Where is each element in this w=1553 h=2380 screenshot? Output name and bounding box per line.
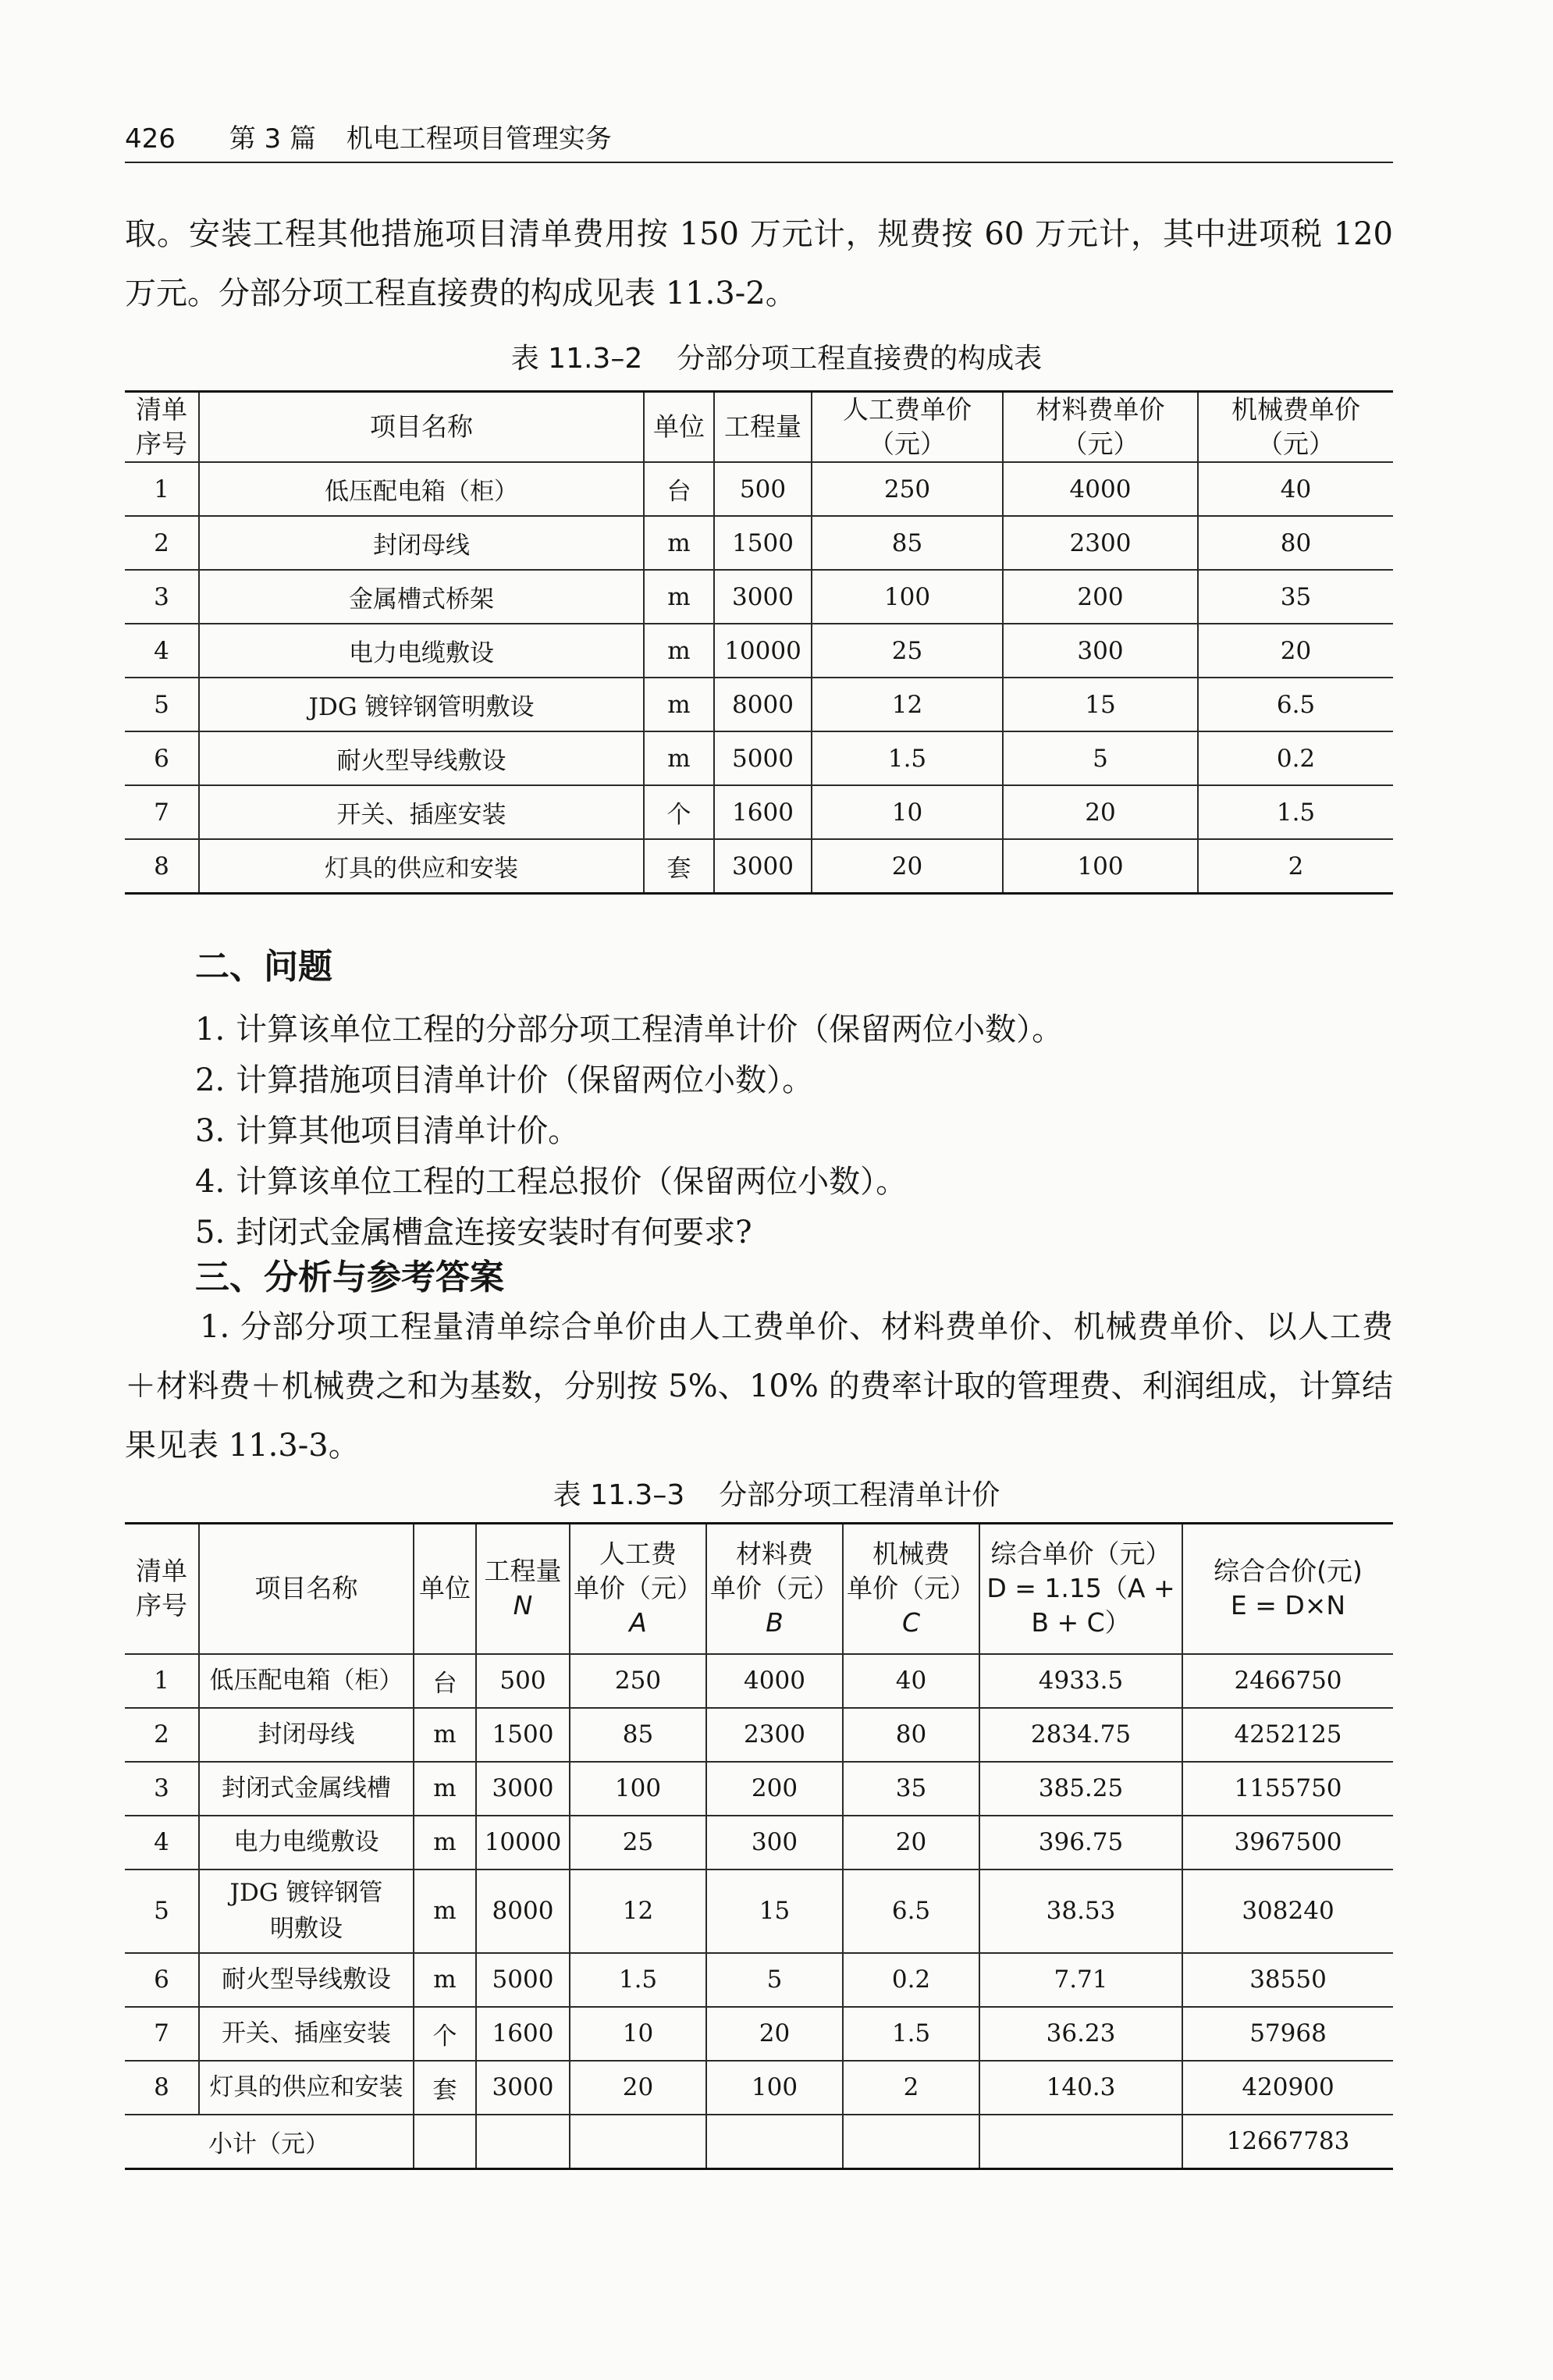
table-cell: 6 xyxy=(125,1953,199,2007)
table1-caption xyxy=(0,336,1553,376)
part-number: 第 3 篇 xyxy=(229,123,316,155)
table-cell: 5 xyxy=(125,1869,199,1953)
table-cell: m xyxy=(414,1708,476,1762)
header-variable: C xyxy=(901,1607,921,1638)
table-cell: 2 xyxy=(1198,839,1393,894)
question-item xyxy=(195,1055,813,1100)
table-cell: 0.2 xyxy=(843,1953,979,2007)
table-cell: 2834.75 xyxy=(979,1708,1182,1762)
table2-caption-number: 表 11.3–3 xyxy=(553,1479,685,1511)
subtotal-empty xyxy=(570,2115,706,2169)
header-label-line: 材料费单价 xyxy=(1036,394,1165,425)
table-cell: m xyxy=(414,1762,476,1816)
table2-header-cell xyxy=(1182,1524,1393,1654)
subtotal-label: 小计（元） xyxy=(125,2115,414,2169)
table-cell: 7.71 xyxy=(979,1953,1182,2007)
table-cell: 36.23 xyxy=(979,2007,1182,2061)
header-label-line: 单位 xyxy=(419,1573,471,1604)
table1-header-cell xyxy=(714,392,812,463)
table2-body xyxy=(125,1654,1393,2169)
table-cell: 3000 xyxy=(714,570,812,624)
table-cell: 4933.5 xyxy=(979,1654,1182,1708)
table-row xyxy=(125,516,1393,570)
header-label-line: （元） xyxy=(869,429,946,459)
table-cell: 1 xyxy=(125,462,199,516)
table-cell: 开关、插座安装 xyxy=(199,2007,414,2061)
header-label-line: 材料费 xyxy=(736,1539,813,1570)
table-cell: 低压配电箱（柜） xyxy=(199,462,644,516)
table-cell: 57968 xyxy=(1182,2007,1393,2061)
question-item xyxy=(195,1157,907,1201)
table-cell: 20 xyxy=(812,839,1003,894)
bill-pricing-table xyxy=(125,1522,1393,2170)
table-cell: JDG 镀锌钢管明敷设 xyxy=(199,1869,414,1953)
table-cell: 5 xyxy=(706,1953,843,2007)
table-cell: 耐火型导线敷设 xyxy=(199,731,644,785)
table-cell: 25 xyxy=(812,624,1003,678)
header-label-line: B + C） xyxy=(1031,1607,1131,1638)
table-cell: 套 xyxy=(414,2061,476,2115)
running-header xyxy=(125,117,612,155)
table-cell: 1600 xyxy=(714,785,812,839)
table-cell: 200 xyxy=(706,1762,843,1816)
question-text: 计算该单位工程的分部分项工程清单计价（保留两位小数）。 xyxy=(236,1012,1064,1048)
table-cell: 6 xyxy=(125,731,199,785)
section-questions-heading: 二、问题 xyxy=(195,947,332,987)
table-cell: 85 xyxy=(812,516,1003,570)
table-cell: 6.5 xyxy=(1198,678,1393,731)
table-cell: 200 xyxy=(1003,570,1198,624)
subtotal-row xyxy=(125,2115,1393,2169)
header-label-line: 单价（元） xyxy=(574,1573,702,1604)
table-cell: m xyxy=(644,678,714,731)
header-label-line: 项目名称 xyxy=(254,1573,358,1604)
table-cell: 40 xyxy=(843,1654,979,1708)
analysis-paragraph: 1. 分部分项工程量清单综合单价由人工费单价、材料费单价、机械费单价、以人工费＋材料费＋机械费之和为基数，分别按 5%、10% 的费率计取的管理费、利润组成，计算结果见表 11.3-3。 xyxy=(125,1309,1393,1464)
header-label-line: 序号 xyxy=(136,1590,187,1621)
table-cell: 2 xyxy=(843,2061,979,2115)
table-cell: 100 xyxy=(812,570,1003,624)
table-cell: 2300 xyxy=(1003,516,1198,570)
header-label-line: 工程量 xyxy=(484,1556,562,1587)
table-cell: m xyxy=(414,1869,476,1953)
header-label-line: 单位 xyxy=(653,411,705,442)
table-row xyxy=(125,462,1393,516)
table1-header-cell xyxy=(1003,392,1198,463)
table-row xyxy=(125,624,1393,678)
table-cell: 8 xyxy=(125,2061,199,2115)
header-variable: N xyxy=(513,1590,533,1621)
header-label-line: 人工费单价 xyxy=(843,394,972,425)
subtotal-value: 12667783 xyxy=(1182,2115,1393,2169)
table-cell: 电力电缆敷设 xyxy=(199,624,644,678)
table-cell: 低压配电箱（柜） xyxy=(199,1654,414,1708)
header-label-line: 项目名称 xyxy=(370,411,473,442)
header-label-line: 人工费 xyxy=(599,1539,677,1570)
table-cell: 电力电缆敷设 xyxy=(199,1816,414,1869)
header-label-line: 机械费 xyxy=(872,1539,950,1570)
table-cell: 85 xyxy=(570,1708,706,1762)
table1-header-row xyxy=(125,392,1393,463)
table-cell: 3000 xyxy=(476,1762,570,1816)
subtotal-empty xyxy=(414,2115,476,2169)
table-cell: 1.5 xyxy=(1198,785,1393,839)
header-label-line: 单价（元） xyxy=(847,1573,976,1604)
table-cell: 250 xyxy=(570,1654,706,1708)
table-cell: 台 xyxy=(414,1654,476,1708)
header-label-line: D = 1.15（A + xyxy=(986,1573,1175,1604)
table-cell: 300 xyxy=(1003,624,1198,678)
table-cell: 2300 xyxy=(706,1708,843,1762)
table2-caption xyxy=(0,1473,1553,1513)
table-cell: 1.5 xyxy=(812,731,1003,785)
page-number: 426 xyxy=(125,123,176,155)
table1-caption-title: 分部分项工程直接费的构成表 xyxy=(677,343,1043,375)
table-cell: 金属槽式桥架 xyxy=(199,570,644,624)
table2-header-cell xyxy=(706,1524,843,1654)
table2-header-cell xyxy=(125,1524,199,1654)
table-cell: 5000 xyxy=(714,731,812,785)
header-label-line: 综合单价（元） xyxy=(990,1539,1171,1570)
table-cell: 385.25 xyxy=(979,1762,1182,1816)
direct-cost-table xyxy=(125,390,1393,895)
table-cell: 1155750 xyxy=(1182,1762,1393,1816)
table-cell: 5 xyxy=(125,678,199,731)
table-cell: 4000 xyxy=(706,1654,843,1708)
table-cell: 500 xyxy=(476,1654,570,1708)
table-cell: 15 xyxy=(706,1869,843,1953)
header-label-line: 综合合价(元) xyxy=(1214,1556,1363,1587)
table2-header-cell xyxy=(843,1524,979,1654)
subtotal-empty xyxy=(476,2115,570,2169)
table-cell: 6.5 xyxy=(843,1869,979,1953)
table-cell: 100 xyxy=(706,2061,843,2115)
question-number: 5. xyxy=(195,1215,226,1250)
table2-header-cell xyxy=(979,1524,1182,1654)
table-cell: 0.2 xyxy=(1198,731,1393,785)
table-cell: 10 xyxy=(812,785,1003,839)
table-row xyxy=(125,1708,1393,1762)
table-cell: m xyxy=(644,731,714,785)
header-label-line: 单价（元） xyxy=(710,1573,839,1604)
table-cell: 灯具的供应和安装 xyxy=(199,2061,414,2115)
table-cell: JDG 镀锌钢管明敷设 xyxy=(199,678,644,731)
part-title: 机电工程项目管理实务 xyxy=(346,123,612,155)
table-cell: 100 xyxy=(1003,839,1198,894)
table1-caption-number: 表 11.3–2 xyxy=(510,343,643,375)
table-cell: 396.75 xyxy=(979,1816,1182,1869)
question-text: 计算该单位工程的工程总报价（保留两位小数）。 xyxy=(236,1164,908,1200)
table-cell: 3 xyxy=(125,570,199,624)
table-cell: 20 xyxy=(843,1816,979,1869)
header-label-line: 序号 xyxy=(136,429,187,459)
table-cell: 10000 xyxy=(714,624,812,678)
table-cell: 25 xyxy=(570,1816,706,1869)
table-cell: 5000 xyxy=(476,1953,570,2007)
table-cell: 3000 xyxy=(476,2061,570,2115)
table-cell: 3967500 xyxy=(1182,1816,1393,1869)
table-cell: 2 xyxy=(125,1708,199,1762)
header-rule xyxy=(125,162,1393,163)
table-row xyxy=(125,1953,1393,2007)
table-row xyxy=(125,731,1393,785)
header-label-line: 工程量 xyxy=(724,411,801,442)
table-cell: 4 xyxy=(125,1816,199,1869)
question-text: 封闭式金属槽盒连接安装时有何要求? xyxy=(236,1215,752,1250)
table-cell: 2466750 xyxy=(1182,1654,1393,1708)
table-cell: 1 xyxy=(125,1654,199,1708)
table-cell: 300 xyxy=(706,1816,843,1869)
header-label-line: E = D×N xyxy=(1230,1590,1346,1621)
table-cell: 8 xyxy=(125,839,199,894)
table-cell: 封闭母线 xyxy=(199,516,644,570)
subtotal-empty xyxy=(979,2115,1182,2169)
table-cell: 8000 xyxy=(476,1869,570,1953)
table-cell: 3 xyxy=(125,1762,199,1816)
table-cell: 套 xyxy=(644,839,714,894)
table2-header-row xyxy=(125,1524,1393,1654)
table-cell: 12 xyxy=(812,678,1003,731)
table-cell: 封闭式金属线槽 xyxy=(199,1762,414,1816)
table-cell: 1.5 xyxy=(843,2007,979,2061)
table-cell: 10 xyxy=(570,2007,706,2061)
table1-header-cell xyxy=(125,392,199,463)
section-analysis-heading: 三、分析与参考答案 xyxy=(195,1258,504,1297)
question-number: 3. xyxy=(195,1113,226,1149)
table-cell: 140.3 xyxy=(979,2061,1182,2115)
header-label-line: 机械费单价 xyxy=(1231,394,1360,425)
table-row xyxy=(125,2061,1393,2115)
table-cell: 15 xyxy=(1003,678,1198,731)
table-cell: 38.53 xyxy=(979,1869,1182,1953)
table-row xyxy=(125,839,1393,894)
table-cell: 20 xyxy=(706,2007,843,2061)
table-cell: 20 xyxy=(570,2061,706,2115)
table-row xyxy=(125,1869,1393,1953)
table2-header-cell xyxy=(199,1524,414,1654)
table2-header-cell xyxy=(570,1524,706,1654)
table-cell: m xyxy=(644,516,714,570)
header-label-line: 清单 xyxy=(136,1556,187,1587)
subtotal-empty xyxy=(706,2115,843,2169)
table-cell: 12 xyxy=(570,1869,706,1953)
table-cell: 1.5 xyxy=(570,1953,706,2007)
table-cell: 4252125 xyxy=(1182,1708,1393,1762)
table-row xyxy=(125,678,1393,731)
table-cell: 耐火型导线敷设 xyxy=(199,1953,414,2007)
header-label-line: （元） xyxy=(1257,429,1334,459)
table-cell: 100 xyxy=(570,1762,706,1816)
question-item xyxy=(195,1005,1063,1049)
table-cell: 20 xyxy=(1198,624,1393,678)
question-text: 计算措施项目清单计价（保留两位小数）。 xyxy=(236,1062,814,1098)
question-number: 4. xyxy=(195,1164,226,1200)
table-cell: 20 xyxy=(1003,785,1198,839)
header-variable: A xyxy=(629,1607,647,1638)
table1-header-cell xyxy=(812,392,1003,463)
table-cell: 10000 xyxy=(476,1816,570,1869)
table-cell: 封闭母线 xyxy=(199,1708,414,1762)
table-cell: 3000 xyxy=(714,839,812,894)
table-cell: 台 xyxy=(644,462,714,516)
table-cell: 5 xyxy=(1003,731,1198,785)
subtotal-empty xyxy=(843,2115,979,2169)
table-cell: 1500 xyxy=(714,516,812,570)
table-cell: 个 xyxy=(414,2007,476,2061)
table-cell: 4 xyxy=(125,624,199,678)
table-cell: 38550 xyxy=(1182,1953,1393,2007)
table-cell: 420900 xyxy=(1182,2061,1393,2115)
table2-header-cell xyxy=(476,1524,570,1654)
table1-header-cell xyxy=(1198,392,1393,463)
table-cell: 8000 xyxy=(714,678,812,731)
table-cell: 个 xyxy=(644,785,714,839)
question-number: 1. xyxy=(195,1012,226,1048)
table-cell: 1600 xyxy=(476,2007,570,2061)
header-label-line: 清单 xyxy=(136,394,187,425)
table-cell: 1500 xyxy=(476,1708,570,1762)
table-cell: 开关、插座安装 xyxy=(199,785,644,839)
table-cell: 80 xyxy=(1198,516,1393,570)
table-cell: 2 xyxy=(125,516,199,570)
table1-body xyxy=(125,462,1393,894)
table-cell: m xyxy=(414,1816,476,1869)
table-row xyxy=(125,1762,1393,1816)
table-row xyxy=(125,1816,1393,1869)
header-variable: B xyxy=(766,1607,784,1638)
table2-caption-title: 分部分项工程清单计价 xyxy=(719,1479,1000,1511)
table-cell: 308240 xyxy=(1182,1869,1393,1953)
table-cell: 灯具的供应和安装 xyxy=(199,839,644,894)
question-item xyxy=(195,1208,752,1252)
table-cell: 250 xyxy=(812,462,1003,516)
table-cell: m xyxy=(644,570,714,624)
table-cell: 4000 xyxy=(1003,462,1198,516)
question-number: 2. xyxy=(195,1062,226,1098)
table-cell: 500 xyxy=(714,462,812,516)
table-cell: m xyxy=(644,624,714,678)
table-row xyxy=(125,785,1393,839)
table-cell: 35 xyxy=(843,1762,979,1816)
table2-header-cell xyxy=(414,1524,476,1654)
table-cell: 7 xyxy=(125,785,199,839)
table-row xyxy=(125,1654,1393,1708)
table-cell: 35 xyxy=(1198,570,1393,624)
question-text: 计算其他项目清单计价。 xyxy=(236,1113,580,1149)
intro-paragraph: 取。安装工程其他措施项目清单费用按 150 万元计，规费按 60 万元计，其中进项税 120 万元。分部分项工程直接费的构成见表 11.3-2。 xyxy=(125,216,1393,311)
table-cell: 80 xyxy=(843,1708,979,1762)
table-row xyxy=(125,2007,1393,2061)
table-cell: 40 xyxy=(1198,462,1393,516)
table-cell: m xyxy=(414,1953,476,2007)
table-row xyxy=(125,570,1393,624)
table1-header-cell xyxy=(644,392,714,463)
question-item xyxy=(195,1106,579,1151)
header-label-line: （元） xyxy=(1061,429,1139,459)
table1-header-cell xyxy=(199,392,644,463)
table-cell: 7 xyxy=(125,2007,199,2061)
